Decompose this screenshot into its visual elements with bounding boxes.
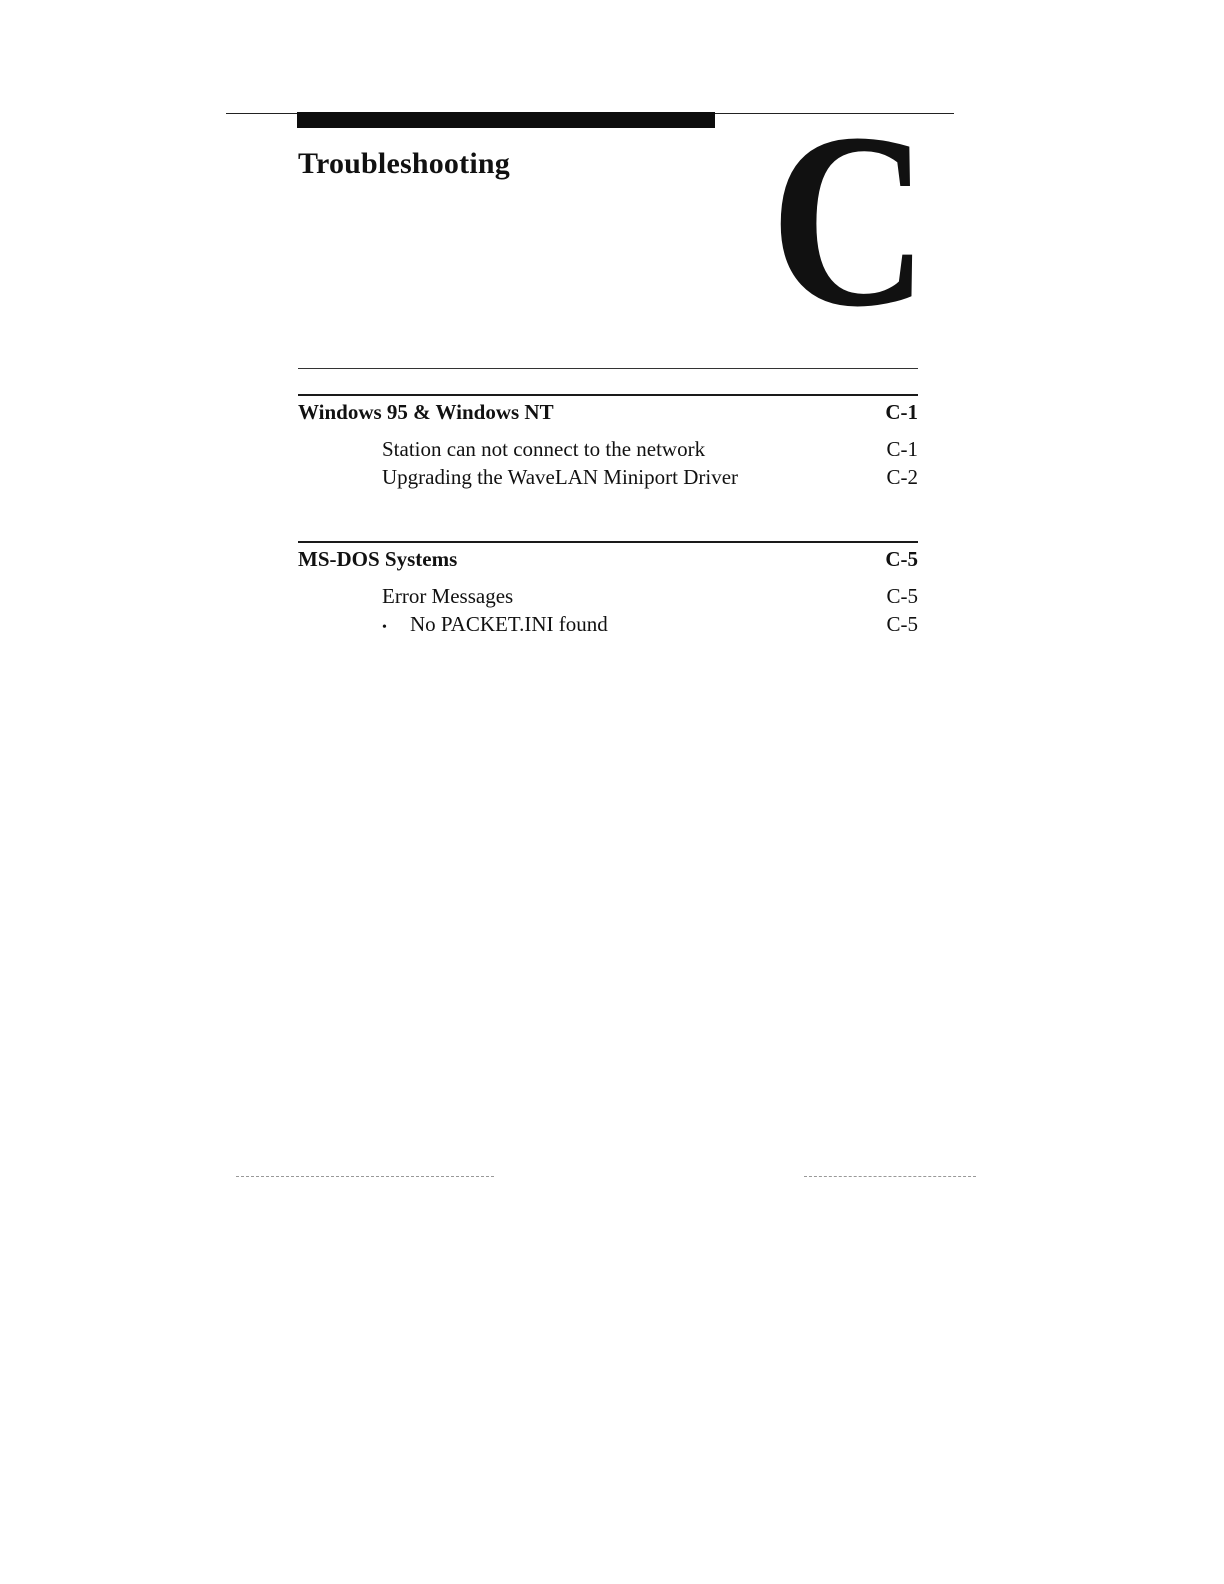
- toc-entry-page: C-2: [886, 464, 918, 489]
- header-rule-bar: [297, 112, 715, 128]
- toc-section-heading[interactable]: [298, 547, 918, 572]
- toc-entry-label: Upgrading the WaveLAN Miniport Driver: [382, 464, 739, 489]
- toc-entry-label: Error Messages: [382, 583, 514, 608]
- toc-entry-list: [298, 437, 918, 493]
- divider-line: [298, 368, 918, 369]
- section-page: C-1: [885, 399, 918, 424]
- toc-subentry[interactable]: [298, 612, 918, 640]
- toc-entry-page: C-5: [886, 611, 918, 636]
- section-rule: [298, 394, 918, 396]
- toc-section-windows: [298, 394, 918, 493]
- chapter-letter: C: [770, 82, 929, 359]
- toc-section-msdos: [298, 541, 918, 640]
- toc-entry-list: [298, 584, 918, 640]
- toc-entry-page: C-5: [886, 583, 918, 608]
- toc-entry[interactable]: [298, 584, 918, 612]
- toc-section-heading[interactable]: [298, 400, 918, 425]
- bullet-icon: •: [382, 619, 387, 635]
- toc-entry[interactable]: [298, 465, 918, 493]
- section-title: Windows 95 & Windows NT: [298, 399, 554, 424]
- section-page: C-5: [885, 546, 918, 571]
- section-title: MS-DOS Systems: [298, 546, 458, 571]
- chapter-title: Troubleshooting: [298, 147, 510, 180]
- toc-entry[interactable]: [298, 437, 918, 465]
- toc-entry-page: C-1: [886, 436, 918, 461]
- toc-entry-label: No PACKET.INI found: [410, 611, 608, 636]
- footer-rule-right: [804, 1176, 976, 1177]
- toc-entry-label: Station can not connect to the network: [382, 436, 706, 461]
- section-rule: [298, 541, 918, 543]
- footer-rule-left: [236, 1176, 494, 1177]
